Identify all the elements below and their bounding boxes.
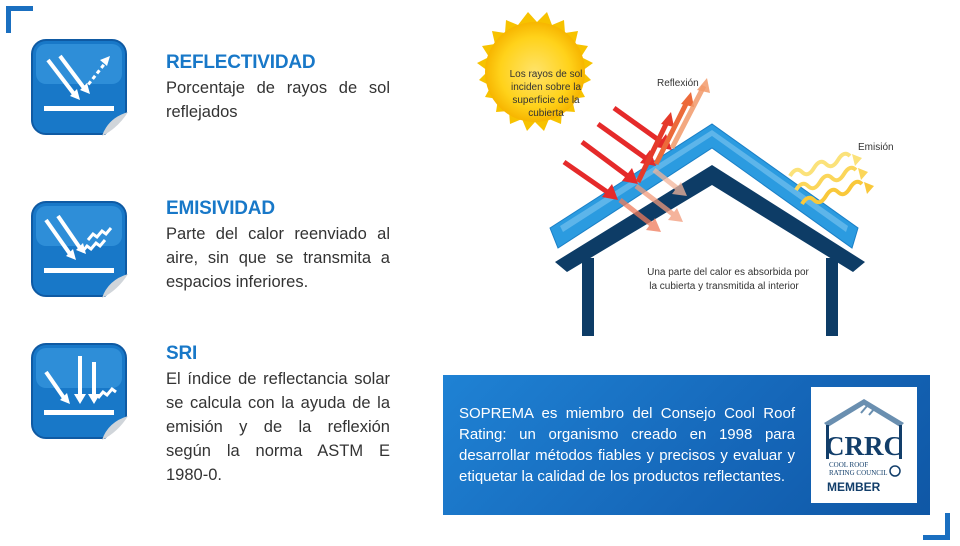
sun-label-line-2: inciden sobre la	[510, 82, 582, 93]
feature-desc-emisividad: Parte del calor reenviado al aire, sin que se transmita a espacios inferiores.	[166, 225, 390, 291]
membership-panel	[443, 375, 930, 515]
emissivity-icon	[30, 200, 130, 300]
crrc-member-logo	[811, 387, 917, 503]
absorption-label-line-2: la cubierta y transmitida al interior	[649, 281, 799, 292]
crrc-logo-member: MEMBER	[827, 480, 881, 494]
reflection-label: Reflexión	[657, 78, 699, 89]
reflectivity-icon	[30, 38, 130, 138]
emission-label: Emisión	[858, 142, 894, 153]
crrc-logo-subtitle-2: RATING COUNCIL	[829, 469, 888, 477]
feature-title-emisividad: EMISIVIDAD	[166, 198, 275, 219]
crrc-logo-letters: CRRC	[825, 431, 903, 461]
crrc-logo-subtitle-1: COOL ROOF	[829, 461, 869, 469]
feature-desc-sri: El índice de reflectancia solar se calcula con la ayuda de la emisión y de la reflexión según la norma ASTM E 1980-0.	[166, 370, 390, 484]
absorption-label-line-1: Una parte del calor es absorbida por	[647, 267, 809, 278]
sun-label-line-3: superficie de la	[512, 95, 580, 106]
sun-label-line-1: Los rayos de sol	[509, 69, 583, 80]
sun-label-line-4: cubierta	[528, 108, 564, 119]
feature-title-reflectividad: REFLECTIVIDAD	[166, 52, 316, 73]
feature-title-sri: SRI	[166, 343, 198, 364]
cool-roof-diagram	[460, 0, 960, 345]
corner-bracket-bottom-right	[923, 513, 950, 540]
corner-bracket-top-left	[6, 6, 33, 33]
feature-desc-reflectividad: Porcentaje de rayos de sol reflejados	[166, 79, 390, 121]
membership-text: SOPREMA es miembro del Consejo Cool Roof Rating: un organismo creado en 1998 para desarrollar métodos fiables y precisos y evaluar y etiquetar la calidad de los productos reflectantes.	[459, 405, 795, 485]
sri-icon	[30, 342, 130, 442]
